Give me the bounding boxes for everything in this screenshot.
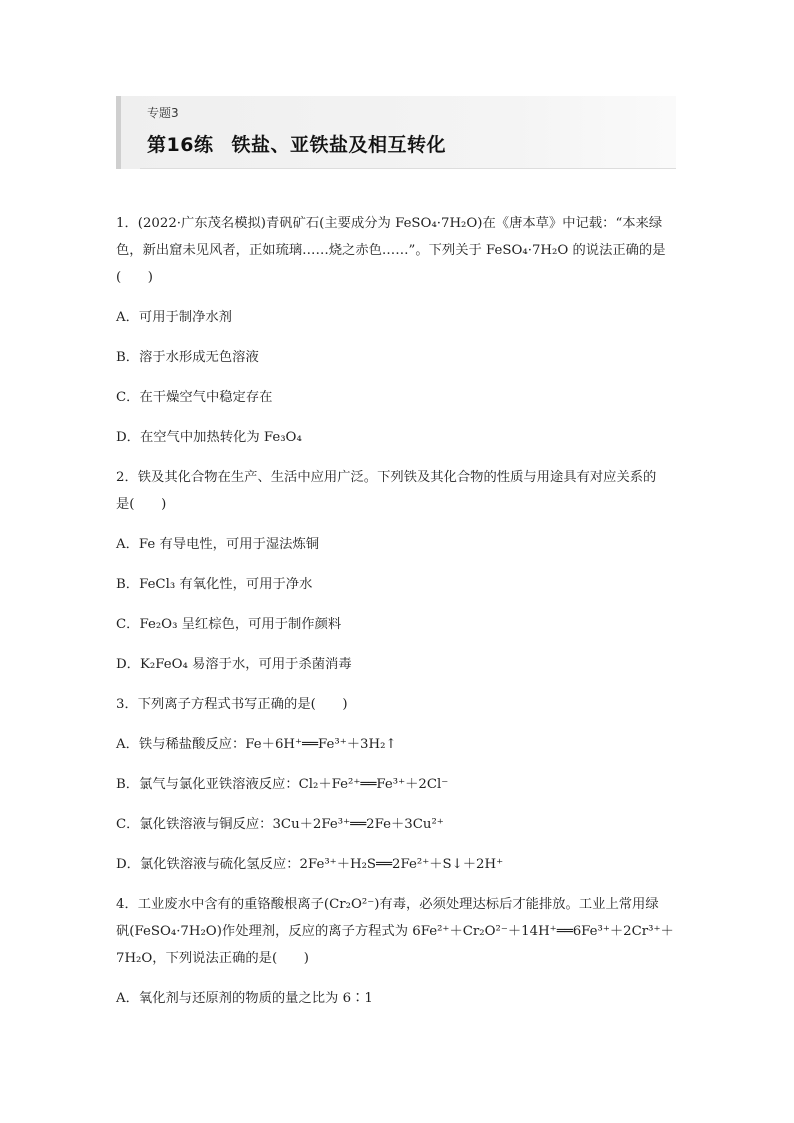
question-2-option-b[interactable]: B．FeCl₃ 有氧化性，可用于净水 [116,577,313,592]
question-3-option-b[interactable]: B．氯气与氯化亚铁溶液反应：Cl₂＋Fe²⁺══Fe³⁺＋2Cl⁻ [116,777,449,792]
question-1-line-2: 色，新出窟未见风者，正如琉璃……烧之赤色……”。下列关于 FeSO₄·7H₂O 的说法正确的是 [116,243,666,258]
question-2-option-c[interactable]: C．Fe₂O₃ 呈红棕色，可用于制作颜料 [116,617,342,632]
question-1-option-a[interactable]: A．可用于制净水剂 [116,310,232,325]
question-3-option-c[interactable]: C．氯化铁溶液与铜反应：3Cu＋2Fe³⁺══2Fe＋3Cu²⁺ [116,817,444,832]
question-list [116,210,678,1012]
question-2 [116,464,678,678]
section-header [116,96,676,169]
question-3-option-a[interactable]: A．铁与稀盐酸反应：Fe＋6H⁺══Fe³⁺＋3H₂↑ [116,737,397,752]
topic-label: 专题3 [147,106,179,120]
question-3 [116,691,678,878]
question-1-option-b[interactable]: B．溶于水形成无色溶液 [116,350,259,365]
page-title [147,130,446,157]
question-1-line-1: 1．(2022·广东茂名模拟)青矾矿石(主要成分为 FeSO₄·7H₂O)在《唐本草》中记载：“本来绿 [116,216,663,231]
question-2-line-2: 是( ) [116,497,167,512]
question-4-line-1: 4．工业废水中含有的重铬酸根离子(Cr₂O²⁻)有毒，必须处理达标后才能排放。工业上常用绿 [116,897,659,912]
question-1-line-3: ( ) [116,270,153,285]
header-divider [140,168,676,169]
exercise-number: 第16练 [147,134,214,156]
question-1 [116,210,678,451]
question-3-line-1: 3．下列离子方程式书写正确的是( ) [116,697,348,712]
question-4-option-a[interactable]: A．氧化剂与还原剂的物质的量之比为 6∶1 [116,991,373,1006]
question-4-line-2: 矾(FeSO₄·7H₂O)作处理剂，反应的离子方程式为 6Fe²⁺＋Cr₂O²⁻＋14H⁺══6Fe³⁺＋2Cr³⁺＋ [116,924,674,939]
question-1-option-c[interactable]: C．在干燥空气中稳定存在 [116,390,273,405]
question-3-option-d[interactable]: D．氯化铁溶液与硫化氢反应：2Fe³⁺＋H₂S══2Fe²⁺＋S↓＋2H⁺ [116,857,504,872]
question-2-option-d[interactable]: D．K₂FeO₄ 易溶于水，可用于杀菌消毒 [116,657,352,672]
question-1-option-d[interactable]: D．在空气中加热转化为 Fe₃O₄ [116,430,302,445]
question-4-line-3: 7H₂O，下列说法正确的是( ) [116,951,309,966]
question-2-option-a[interactable]: A．Fe 有导电性，可用于湿法炼铜 [116,537,320,552]
question-4 [116,891,678,1012]
question-2-line-1: 2．铁及其化合物在生产、生活中应用广泛。下列铁及其化合物的性质与用途具有对应关系的 [116,470,657,485]
exercise-title: 铁盐、亚铁盐及相互转化 [231,134,446,156]
